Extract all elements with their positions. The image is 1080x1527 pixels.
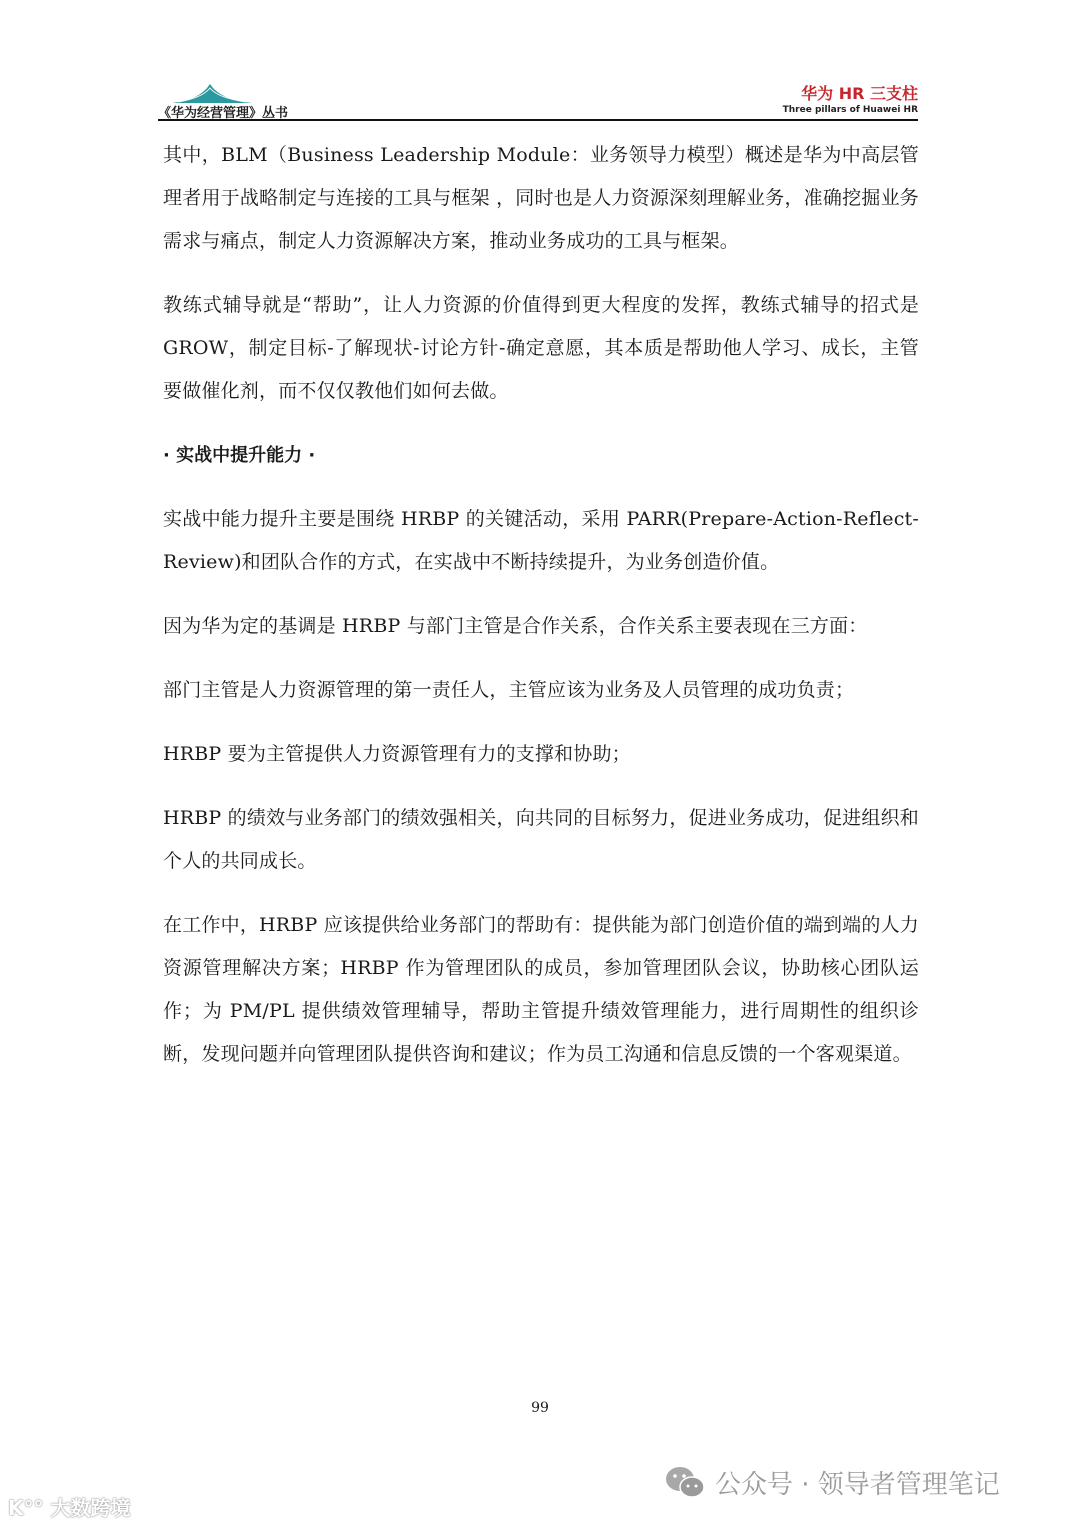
paragraph-coaching: 教练式辅导就是“帮助”，让人力资源的价值得到更大程度的发挥，教练式辅导的招式是 GROW，制定目标-了解现状-讨论方针-确定意愿，其本质是帮助他人学习、成长，主管要做催化剂，而不仅仅教他们如何去做。	[163, 294, 919, 402]
header-rule	[158, 119, 918, 121]
page-number: 99	[531, 1400, 549, 1416]
brand-subtitle: Three pillars of Huawei HR	[782, 105, 918, 115]
watermark-right-text: 公众号 · 领导者管理笔记	[715, 1470, 1000, 1500]
watermark-left	[8, 1492, 130, 1521]
watermark-left-text: 大数跨境	[50, 1496, 131, 1520]
page-body	[163, 134, 919, 1097]
page-header	[158, 70, 918, 122]
series-title: 《华为经营管理》丛书	[158, 106, 289, 121]
k-logo-icon: K°°	[8, 1496, 44, 1520]
mountain-logo-icon	[172, 80, 252, 104]
paragraph-partnership: 因为华为定的基调是 HRBP 与部门主管是合作关系，合作关系主要表现在三方面：	[163, 615, 868, 637]
section-heading: · 实战中提升能力 ·	[163, 445, 316, 466]
paragraph-point-1: 部门主管是人力资源管理的第一责任人，主管应该为业务及人员管理的成功负责；	[163, 679, 855, 701]
paragraph-hrbp-help: 在工作中，HRBP 应该提供给业务部门的帮助有：提供能为部门创造价值的端到端的人力资源管理解决方案；HRBP 作为管理团队的成员，参加管理团队会议，协助核心团队运作；为 PM/PL 提供绩效管理辅导，帮助主管提升绩效管理能力，进行周期性的组织诊断，发现问题并向管理团队提供咨询和建议；作为员工沟通和信息反馈的一个客观渠道。	[163, 914, 919, 1065]
paragraph-point-2: HRBP 要为主管提供人力资源管理有力的支撑和协助；	[163, 743, 631, 765]
brand-title: 华为 HR 三支柱	[801, 84, 918, 103]
paragraph-practice: 实战中能力提升主要是围绕 HRBP 的关键活动，采用 PARR(Prepare-Action-Reflect-Review)和团队合作的方式，在实战中不断持续提升，为业务创造价值。	[163, 508, 919, 573]
wechat-icon	[665, 1466, 705, 1500]
paragraph-blm: 其中，BLM（Business Leadership Module：业务领导力模型）概述是华为中高层管理者用于战略制定与连接的工具与框架 ，同时也是人力资源深刻理解业务，准确挖掘业务需求与痛点，制定人力资源解决方案，推动业务成功的工具与框架。	[163, 144, 919, 252]
paragraph-point-3: HRBP 的绩效与业务部门的绩效强相关，向共同的目标努力，促进业务成功，促进组织和个人的共同成长。	[163, 807, 919, 872]
brand-block	[783, 84, 918, 116]
watermark-right	[665, 1464, 1000, 1501]
